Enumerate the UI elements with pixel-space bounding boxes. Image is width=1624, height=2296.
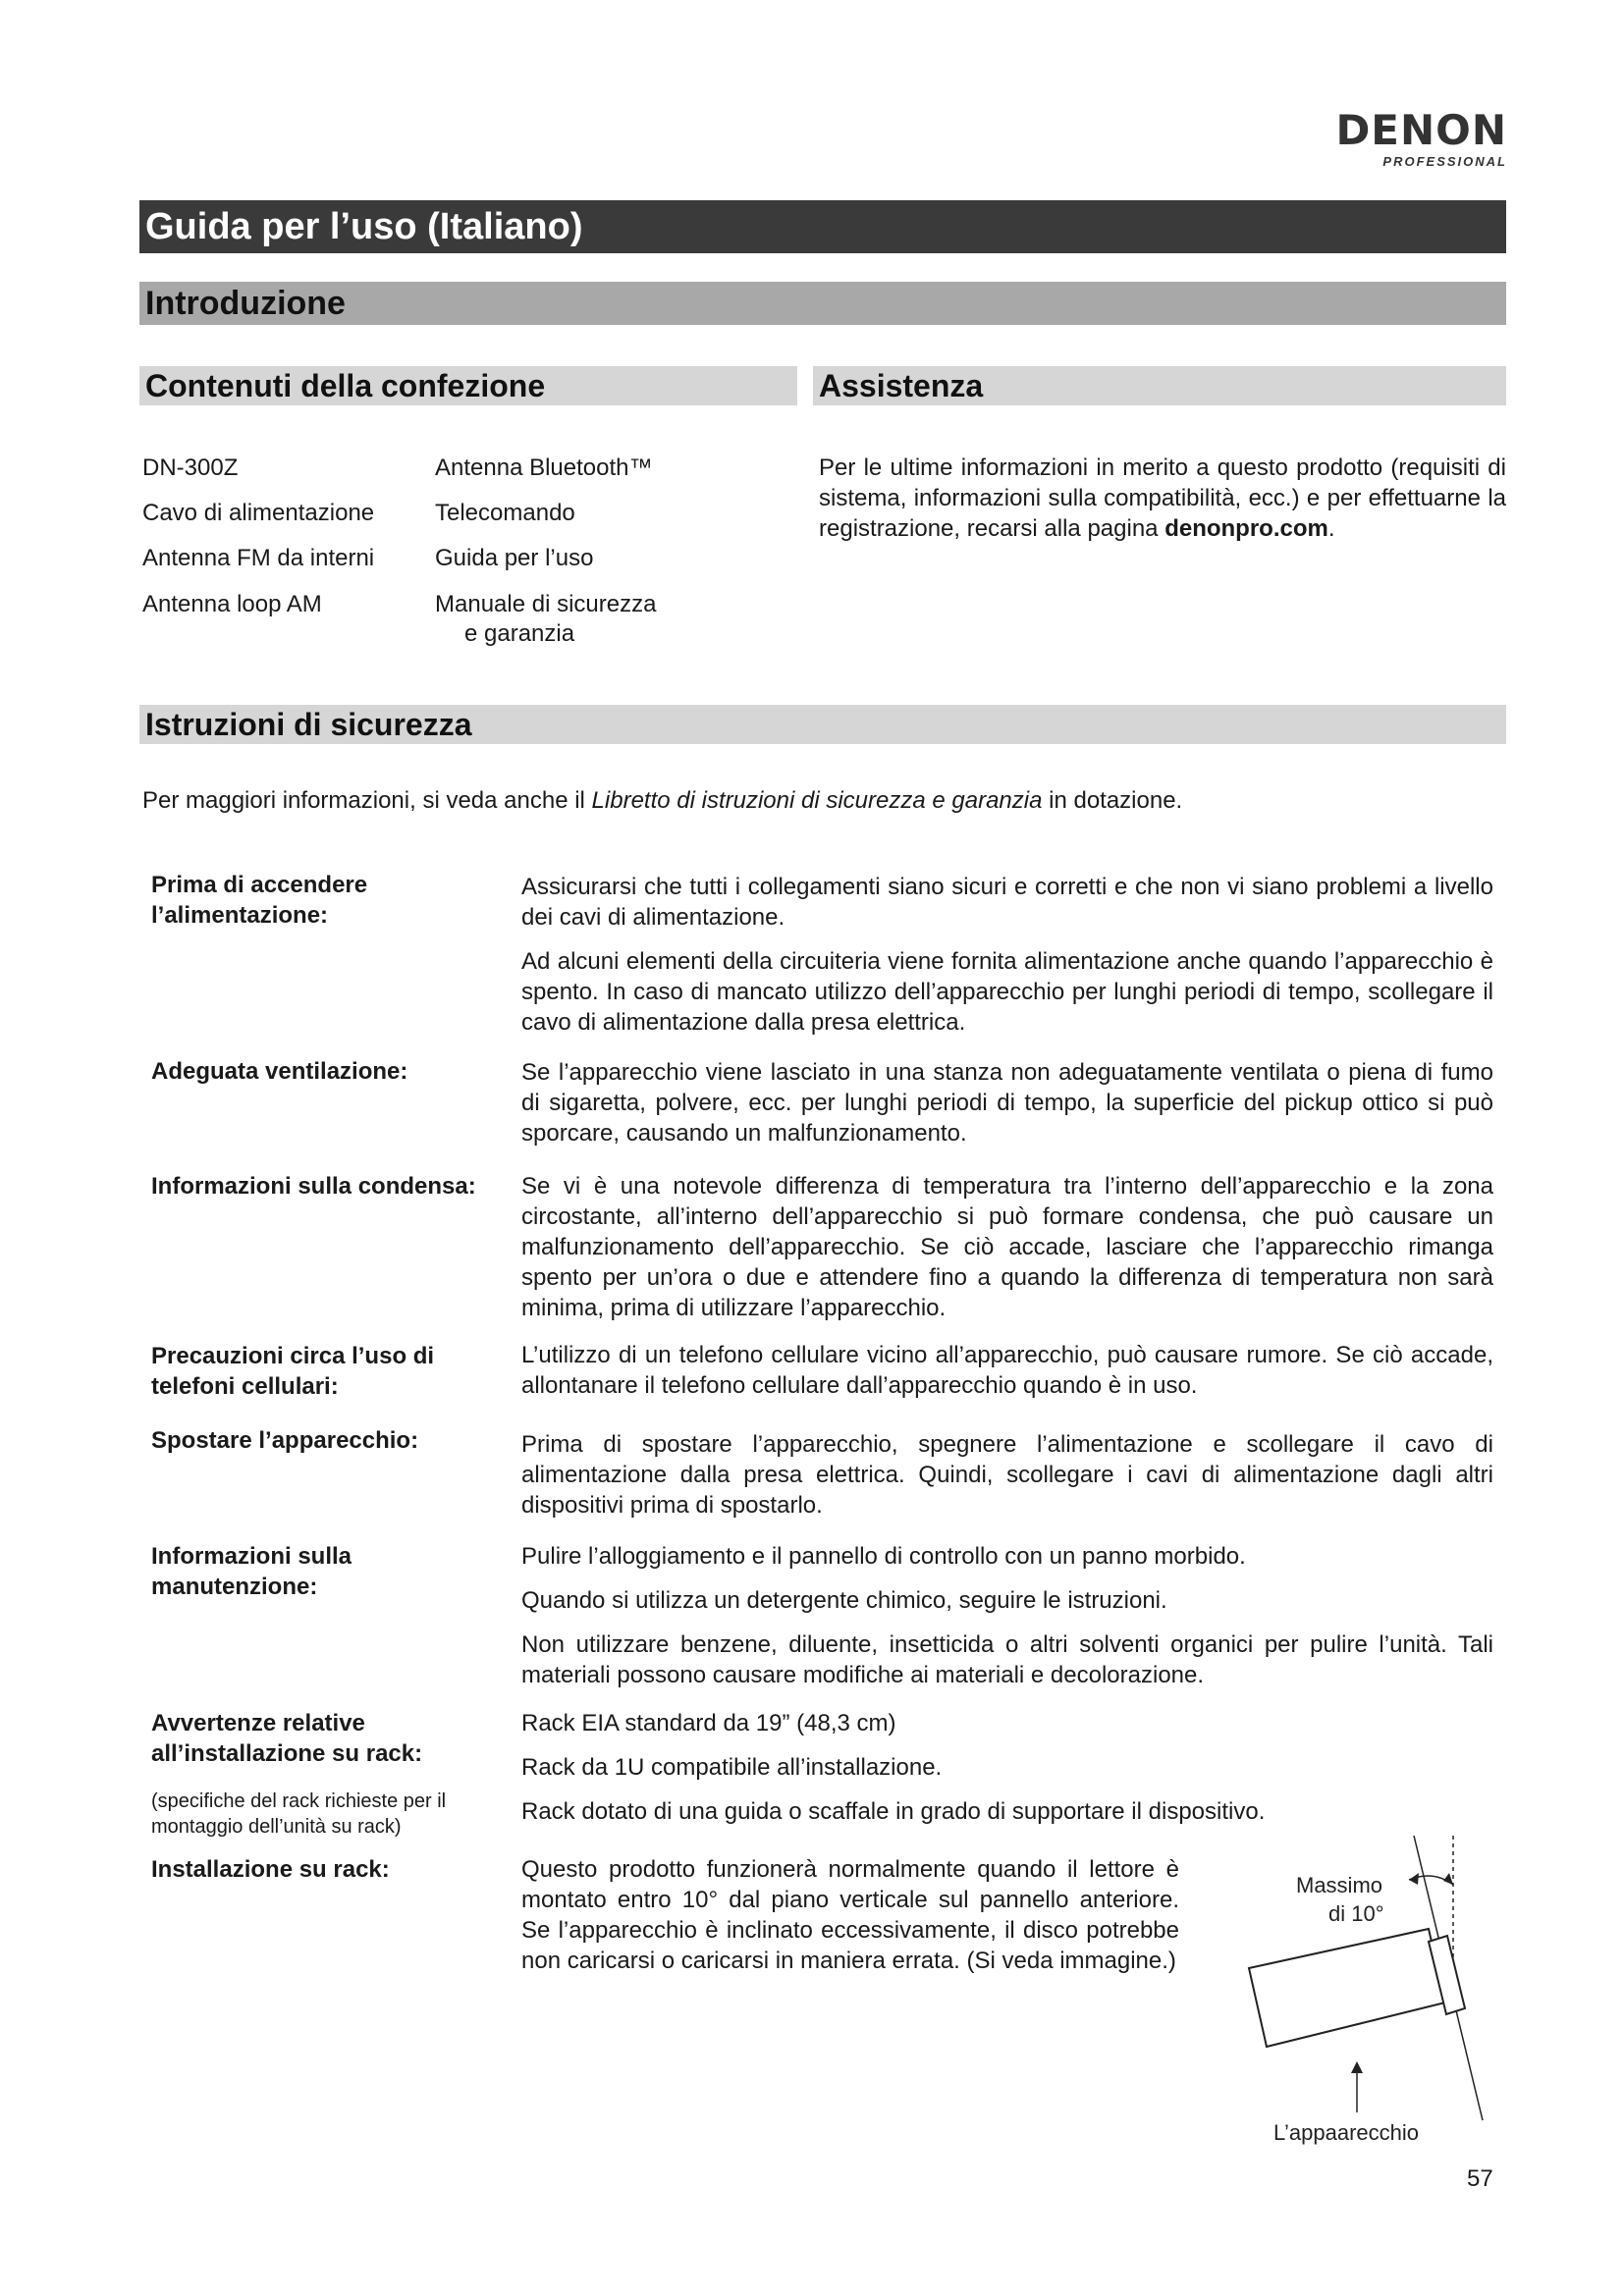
safety-intro-before: Per maggiori informazioni, si veda anche il [142,787,592,814]
paragraph: Rack dotato di una guida o scaffale in grado di supportare il dispositivo. [521,1798,1266,1825]
contents-item: Antenna Bluetooth™ [435,454,653,481]
safety-label-phones: Precauzioni circa l’uso di telefoni cellulari: [151,1343,435,1400]
logo-subtitle: PROFESSIONAL [1382,154,1507,169]
safety-label-maintenance: Informazioni sulla manutenzione: [151,1543,352,1600]
safety-intro-booklet: Libretto di istruzioni di sicurezza e garanzia [591,787,1043,814]
page-title: Guida per l’uso (Italiano) [139,200,1506,253]
support-text [819,453,1506,544]
paragraph: L’utilizzo di un telefono cellulare vicino all’apparecchio, può causare rumore. Se ciò accade, allontanare il telefono cellulare dall’apparecchio quando è in uso. [521,1342,1493,1399]
paragraph: Quando si utilizza un detergente chimico, seguire le istruzioni. [521,1587,1167,1614]
support-body: Per le ultime informazioni in merito a questo prodotto (requisiti di sistema, informazioni sulla compatibilità, ecc.) e per effettuarne la registrazione, recarsi alla pagina [819,454,1506,542]
paragraph: Rack EIA standard da 19” (48,3 cm) [521,1710,896,1736]
section-introduction: Introduzione [139,282,1506,325]
paragraph: Prima di spostare l’apparecchio, spegnere l’alimentazione e scollegare il cavo di alimentazione dalla presa elettrica. Quindi, scollegare i cavi di alimentazione dagli altri dispositivi prima di spostarlo. [521,1431,1493,1519]
contents-heading: Contenuti della confezione [139,366,797,405]
safety-text-rack-warnings [521,1708,1493,1841]
paragraph: Rack da 1U compatibile all’installazione. [521,1754,943,1781]
safety-text-moving [521,1429,1493,1534]
safety-text-phones [521,1340,1493,1415]
page-number: 57 [1467,2165,1493,2192]
safety-intro [142,785,1507,816]
contents-item: e garanzia [464,620,575,647]
paragraph: Non utilizzare benzene, diluente, insetticida o altri solventi organici per pulire l’unità. Tali materiali possono causare modifiche ai materiali e decolorazione. [521,1631,1493,1688]
safety-text-condensation [521,1171,1493,1337]
safety-text-ventilation [521,1057,1493,1162]
logo-brand: DENON [1335,106,1507,154]
support-heading: Assistenza [813,366,1506,405]
contents-item: Guida per l’uso [435,545,594,571]
paragraph: Assicurarsi che tutti i collegamenti siano sicuri e corretti e che non vi siano problemi a livello dei cavi di alimentazione. [521,874,1493,931]
safety-label-rack-install: Installazione su rack: [151,1856,390,1883]
denon-professional-logo [1316,106,1507,169]
contents-item: Manuale di sicurezza [435,591,657,617]
rack-tilt-diagram [1218,1826,1512,2160]
device-arrow-head [1351,2061,1363,2073]
safety-text-power [521,872,1493,1051]
paragraph: Questo prodotto funzionerà normalmente quando il lettore è montato entro 10° dal piano verticale sul pannello anteriore. Se l’apparecchio è inclinato eccessivamente, il disco potrebbe non caricarsi o caricarsi in maniera errata. (Si veda immagine.) [521,1856,1179,1974]
arrow-head-left [1409,1873,1419,1885]
safety-text-maintenance [521,1541,1493,1704]
contents-item: Telecomando [435,500,575,526]
paragraph: Pulire l’alloggiamento e il pannello di controllo con un panno morbido. [521,1543,1246,1570]
device-front-panel [1429,1936,1465,2014]
support-link[interactable]: denonpro.com [1164,515,1328,542]
device-label: L’appaarecchio [1273,2120,1420,2145]
safety-label-moving: Spostare l’apparecchio: [151,1427,419,1454]
paragraph: Se vi è una notevole differenza di temperatura tra l’interno dell’apparecchio e la zona circostante, all’interno dell’apparecchio si può formare condensa, che può causare un malfunzionamento dell’apparecchio. Se ciò accade, lasciare che l’apparecchio rimanga spento per un’ora o due e attendere fino a quando la differenza di temperatura non sarà minima, prima di utilizzare l’apparecchio. [521,1173,1493,1321]
safety-label-ventilation: Adeguata ventilazione: [151,1058,408,1085]
angle-label-2: di 10° [1328,1901,1384,1926]
arrow-head-right [1443,1873,1453,1885]
rack-requirements-note: (specifiche del rack richieste per il montaggio dell’unità su rack) [151,1790,447,1838]
contents-item: Antenna FM da interni [142,545,375,571]
safety-label-condensation: Informazioni sulla condensa: [151,1173,476,1200]
device-body [1249,1929,1445,2047]
safety-label-power: Prima di accendere l’alimentazione: [151,872,368,929]
safety-text-rack-install [521,1854,1179,1990]
safety-label-rack-warnings: Avvertenze relative all’installazione su rack: [151,1710,423,1767]
angle-label-1: Massimo [1296,1873,1383,1897]
paragraph: Se l’apparecchio viene lasciato in una stanza non adeguatamente ventilata o piena di fumo di sigaretta, polvere, ecc. per lunghi periodi di tempo, la superficie del pickup ottico si può sporcare, causando un malfunzionamento. [521,1059,1493,1147]
contents-item: DN-300Z [142,454,239,481]
safety-intro-after: in dotazione. [1042,787,1183,814]
contents-item: Cavo di alimentazione [142,500,375,526]
support-end: . [1327,515,1335,542]
paragraph: Ad alcuni elementi della circuiteria viene fornita alimentazione anche quando l’apparecchio è spento. In caso di mancato utilizzo dell’apparecchio per lunghi periodi di tempo, scollegare il cavo di alimentazione dalla presa elettrica. [521,948,1493,1036]
safety-heading: Istruzioni di sicurezza [139,705,1506,744]
contents-item: Antenna loop AM [142,591,322,617]
